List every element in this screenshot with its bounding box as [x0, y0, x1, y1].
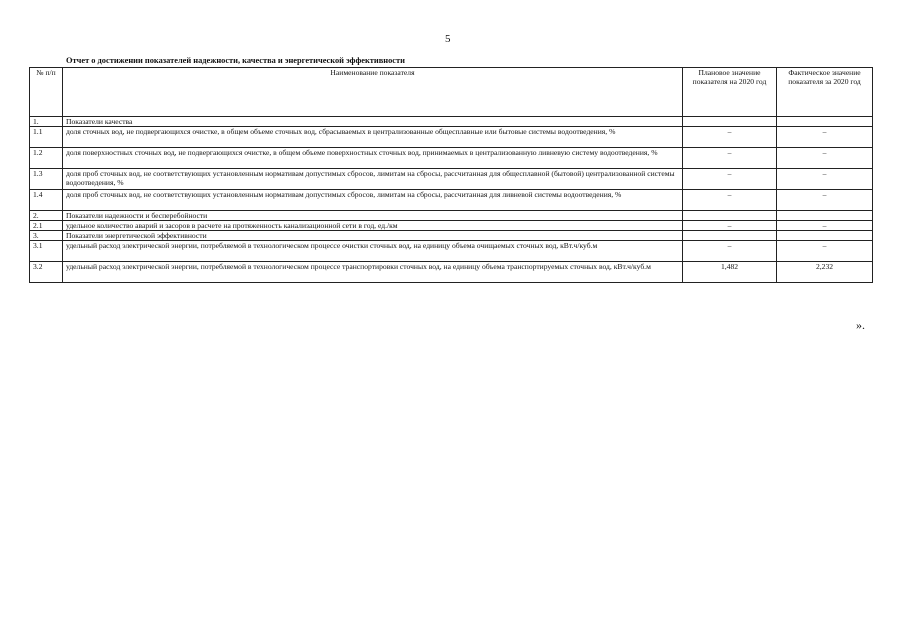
- row-plan-value: [683, 211, 777, 221]
- row-plan-value: –: [683, 169, 777, 190]
- row-indicator-name: Показатели качества: [63, 117, 683, 127]
- row-actual-value: –: [777, 169, 873, 190]
- row-number: 1.2: [30, 148, 63, 169]
- row-plan-value: –: [683, 127, 777, 148]
- page-number: 5: [445, 33, 451, 45]
- table-row: [30, 221, 873, 231]
- table-row: [30, 169, 873, 190]
- row-indicator-name: Показатели энергетической эффективности: [63, 231, 683, 241]
- closing-quote-mark: ».: [856, 318, 865, 332]
- row-number: 1.1: [30, 127, 63, 148]
- row-actual-value: [777, 117, 873, 127]
- row-indicator-name: удельный расход электрической энергии, потребляемой в технологическом процессе очистки сточных вод, на единицу объема очищаемых сточных вод, кВт.ч/куб.м: [63, 241, 683, 262]
- row-plan-value: 1,482: [683, 262, 777, 283]
- row-number: 2.1: [30, 221, 63, 231]
- header-plan-value: Плановое значение показателя на 2020 год: [683, 68, 777, 117]
- row-plan-value: –: [683, 148, 777, 169]
- row-actual-value: –: [777, 190, 873, 211]
- row-number: 2.: [30, 211, 63, 221]
- row-indicator-name: доля проб сточных вод, не соответствующих установленным нормативам допустимых сбросов, лимитам на сбросы, рассчитанная для общесплавной (бытовой) централизованной системы водоотведения, %: [63, 169, 683, 190]
- row-actual-value: –: [777, 127, 873, 148]
- table-header-row: [30, 68, 873, 117]
- row-indicator-name: доля сточных вод, не подвергающихся очистке, в общем объеме сточных вод, сбрасываемых в централизованные общесплавные или бытовые системы водоотведения, %: [63, 127, 683, 148]
- row-number: 3.2: [30, 262, 63, 283]
- row-plan-value: –: [683, 190, 777, 211]
- table-row: [30, 127, 873, 148]
- table-row: [30, 190, 873, 211]
- row-actual-value: 2,232: [777, 262, 873, 283]
- table-row: [30, 148, 873, 169]
- row-plan-value: –: [683, 221, 777, 231]
- row-plan-value: [683, 117, 777, 127]
- indicators-table: [29, 67, 873, 283]
- row-indicator-name: доля поверхностных сточных вод, не подвергающихся очистке, в общем объеме поверхностных сточных вод, принимаемых в централизованную ливневую систему водоотведения, %: [63, 148, 683, 169]
- row-number: 1.: [30, 117, 63, 127]
- row-number: 3.1: [30, 241, 63, 262]
- row-actual-value: –: [777, 148, 873, 169]
- row-plan-value: –: [683, 241, 777, 262]
- table-row: [30, 211, 873, 221]
- row-number: 1.4: [30, 190, 63, 211]
- row-indicator-name: удельный расход электрической энергии, потребляемой в технологическом процессе транспортировки сточных вод, на единицу объема транспортируемых сточных вод, кВт.ч/куб.м: [63, 262, 683, 283]
- row-number: 1.3: [30, 169, 63, 190]
- report-title: Отчет о достижении показателей надежности, качества и энергетической эффективности: [66, 56, 405, 65]
- header-actual-value: Фактическое значение показателя за 2020 год: [777, 68, 873, 117]
- table-row: [30, 262, 873, 283]
- table-row: [30, 231, 873, 241]
- header-indicator-name: Наименование показателя: [63, 68, 683, 117]
- row-actual-value: [777, 211, 873, 221]
- row-indicator-name: Показатели надежности и бесперебойности: [63, 211, 683, 221]
- row-indicator-name: доля проб сточных вод, не соответствующих установленным нормативам допустимых сбросов, лимитам на сбросы, рассчитанная для ливневой системы водоотведения, %: [63, 190, 683, 211]
- row-actual-value: –: [777, 241, 873, 262]
- row-number: 3.: [30, 231, 63, 241]
- row-plan-value: [683, 231, 777, 241]
- row-actual-value: [777, 231, 873, 241]
- table-row: [30, 241, 873, 262]
- row-actual-value: –: [777, 221, 873, 231]
- table-row: [30, 117, 873, 127]
- header-number: № п/п: [30, 68, 63, 117]
- row-indicator-name: удельное количество аварий и засоров в расчете на протяженность канализационной сети в год, ед./км: [63, 221, 683, 231]
